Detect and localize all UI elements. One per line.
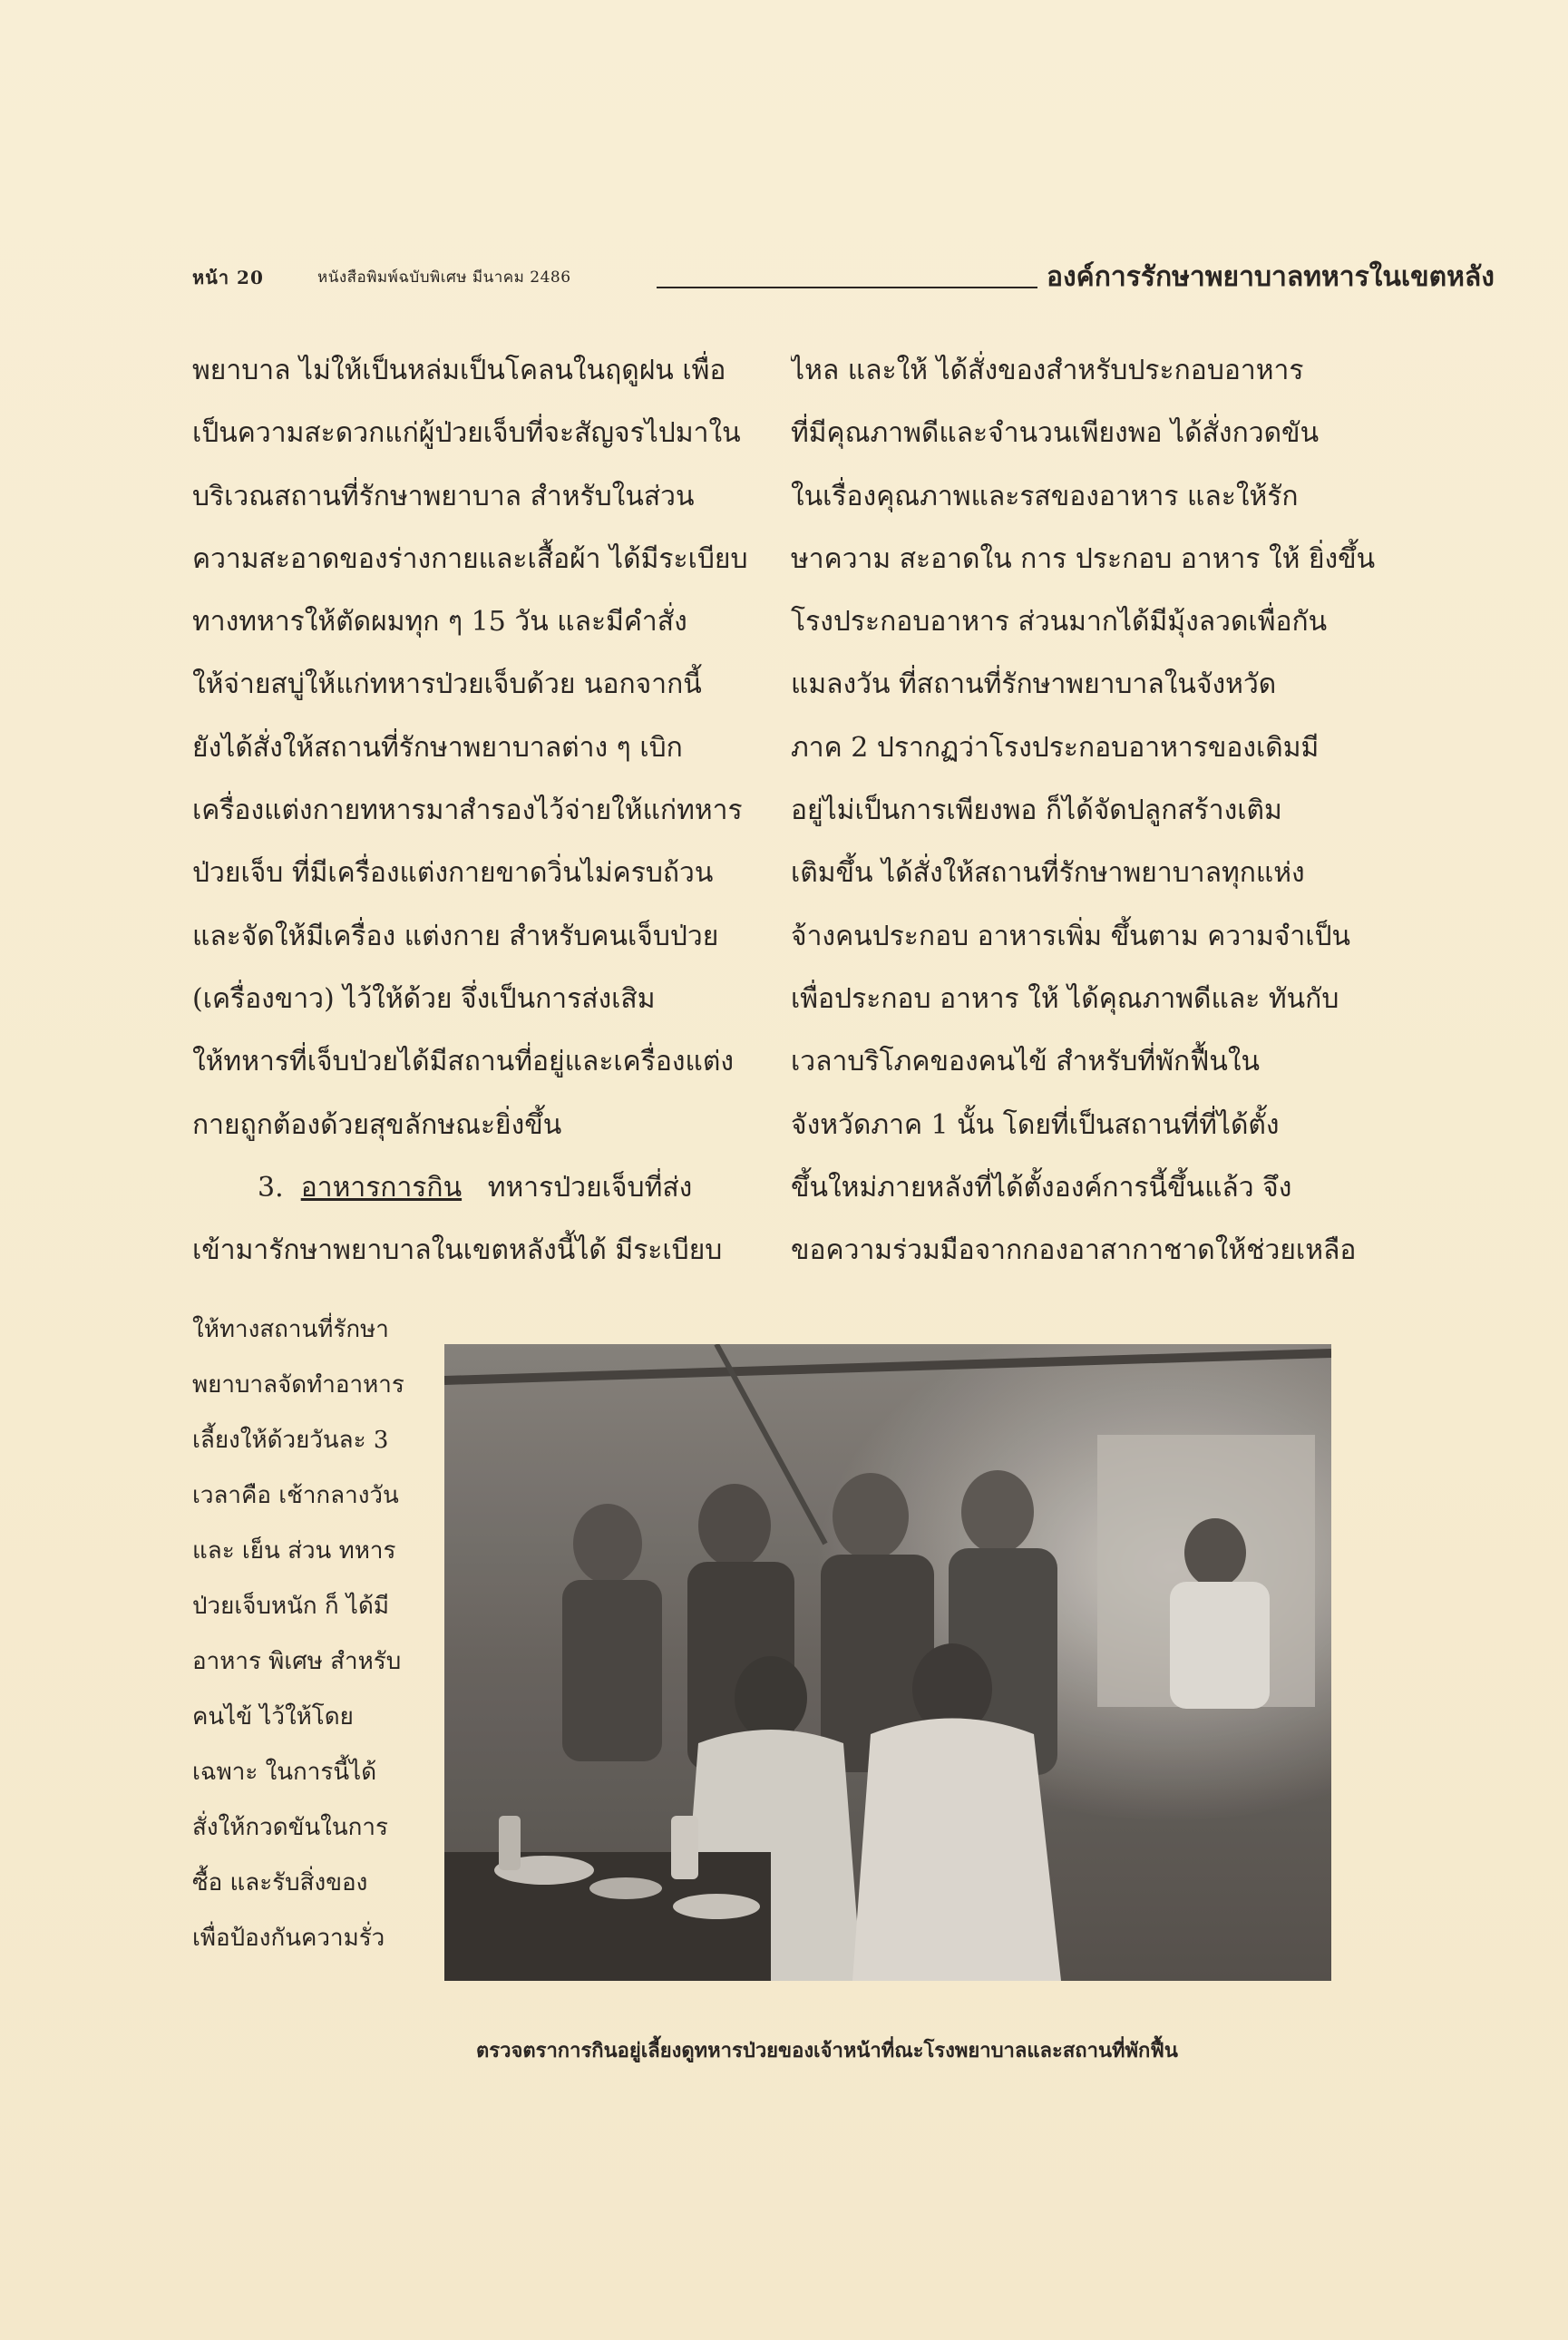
text-line: พยาบาล ไม่ให้เป็นหล่มเป็นโคลนในฤดูฝน เพื่อ <box>192 355 726 386</box>
text-line: และ เย็น ส่วน ทหาร <box>192 1537 396 1565</box>
photograph-illustration <box>444 1344 1331 1981</box>
text-line: ที่มีคุณภาพดีและจำนวนเพียงพอ ได้สั่งกวดขัน <box>791 417 1320 450</box>
section-text: ทหารป่วยเจ็บที่ส่ง <box>487 1171 693 1204</box>
section-number: 3. <box>258 1171 284 1204</box>
text-line: ขึ้นใหม่ภายหลังที่ได้ตั้งองค์การนี้ขึ้นแล้ว จึง <box>791 1171 1292 1204</box>
text-line: เข้ามารักษาพยาบาลในเขตหลังนี้ได้ มีระเบียบ <box>192 1234 723 1267</box>
text-line: ป่วยเจ็บ ที่มีเครื่องแต่งกายขาดวิ่นไม่ครบถ้วน <box>192 857 714 890</box>
text-line: เติมขึ้น ได้สั่งให้สถานที่รักษาพยาบาลทุกแห่ง <box>791 857 1305 890</box>
text-line: สั่งให้กวดขันในการ <box>192 1814 388 1841</box>
narrow-column <box>192 1302 430 1966</box>
text-line: อาหาร พิเศษ สำหรับ <box>192 1648 402 1675</box>
text-line: ไหล และให้ ได้สั่งของสำหรับประกอบอาหาร <box>791 355 1304 386</box>
text-line: เพื่อประกอบ อาหาร ให้ ได้คุณภาพดีและ ทันกับ <box>791 982 1339 1015</box>
text-line: ยังได้สั่งให้สถานที่รักษาพยาบาลต่าง ๆ เบิก <box>192 731 683 764</box>
text-line: ซื้อ และรับสิ่งของ <box>192 1869 368 1896</box>
text-line: อยู่ไม่เป็นการเพียงพอ ก็ได้จัดปลูกสร้างเติม <box>791 795 1282 827</box>
text-line: (เครื่องขาว) ไว้ให้ด้วย จึ่งเป็นการส่งเสิม <box>192 982 656 1015</box>
article-title: องค์การรักษาพยาบาลทหารในเขตหลัง <box>1047 261 1495 293</box>
text-line: คนไข้ ไว้ให้โดย <box>192 1703 354 1731</box>
right-column <box>791 339 1389 1282</box>
text-line: กายถูกต้องด้วยสุขลักษณะยิ่งขึ้น <box>192 1108 562 1141</box>
article-photograph <box>444 1344 1331 1981</box>
text-line: และจัดให้มีเครื่อง แต่งกาย สำหรับคนเจ็บป่วย <box>192 920 719 952</box>
text-line: เครื่องแต่งกายทหารมาสำรองไว้จ่ายให้แก่ทหาร <box>192 795 743 827</box>
text-line: พยาบาลจัดทำอาหาร <box>192 1371 404 1399</box>
text-line: เฉพาะ ในการนี้ได้ <box>192 1759 377 1786</box>
text-line: ทางทหารให้ตัดผมทุก ๆ 15 วัน และมีคำสั่ง <box>192 606 687 639</box>
header-rule <box>657 287 1037 288</box>
text-line: จ้างคนประกอบ อาหารเพิ่ม ขึ้นตาม ความจำเป็น <box>791 920 1351 952</box>
text-line: ป่วยเจ็บหนัก ก็ ได้มี <box>192 1593 389 1620</box>
section-heading: อาหารการกิน <box>300 1171 463 1204</box>
text-line: ให้ทางสถานที่รักษา <box>192 1316 389 1343</box>
text-line: เป็นความสะดวกแก่ผู้ป่วยเจ็บที่จะสัญจรไปมาใน <box>192 417 741 450</box>
publication-line: หนังสือพิมพ์ฉบับพิเศษ มีนาคม 2486 <box>317 268 571 287</box>
text-line: เลี้ยงให้ด้วยวันละ 3 <box>192 1427 389 1454</box>
text-line: เวลาคือ เช้ากลางวัน <box>192 1482 399 1509</box>
photo-caption: ตรวจตราการกินอยู่เลี้ยงดูทหารป่วยของเจ้าหน้าที่ณะโรงพยาบาลและสถานที่พักฟื้น <box>476 2039 1178 2062</box>
text-line: จังหวัดภาค 1 นั้น โดยที่เป็นสถานที่ที่ได้ตั้ง <box>791 1108 1280 1141</box>
text-line: แมลงวัน ที่สถานที่รักษาพยาบาลในจังหวัด <box>791 668 1277 701</box>
text-line: ให้ทหารที่เจ็บป่วยได้มีสถานที่อยู่และเครื่องแต่ง <box>192 1046 734 1078</box>
text-line: โรงประกอบอาหาร ส่วนมากได้มีมุ้งลวดเพื่อกัน <box>791 606 1328 639</box>
text-line: ษาความ สะอาดใน การ ประกอบ อาหาร ให้ ยิ่งขึ้น <box>791 542 1376 575</box>
text-line: ให้จ่ายสบู่ให้แก่ทหารป่วยเจ็บด้วย นอกจากนี้ <box>192 668 702 701</box>
text-line: เวลาบริโภคของคนไข้ สำหรับที่พักฟื้นใน <box>791 1046 1261 1078</box>
text-line: ภาค 2 ปรากฏว่าโรงประกอบอาหารของเดิมมี <box>791 731 1320 764</box>
text-line: เพื่อป้องกันความรั่ว <box>192 1925 385 1952</box>
text-line: ขอความร่วมมือจากกองอาสากาชาดให้ช่วยเหลือ <box>791 1234 1357 1267</box>
section-heading-line <box>192 1156 750 1219</box>
text-line: บริเวณสถานที่รักษาพยาบาล สำหรับในส่วน <box>192 480 695 512</box>
text-line: ความสะอาดของร่างกายและเสื้อผ้า ได้มีระเบียบ <box>192 542 748 575</box>
left-column <box>192 339 750 1282</box>
running-header <box>192 256 1495 301</box>
page-number: หน้า 20 <box>192 267 264 288</box>
text-line: ในเรื่องคุณภาพและรสของอาหาร และให้รัก <box>791 480 1299 512</box>
